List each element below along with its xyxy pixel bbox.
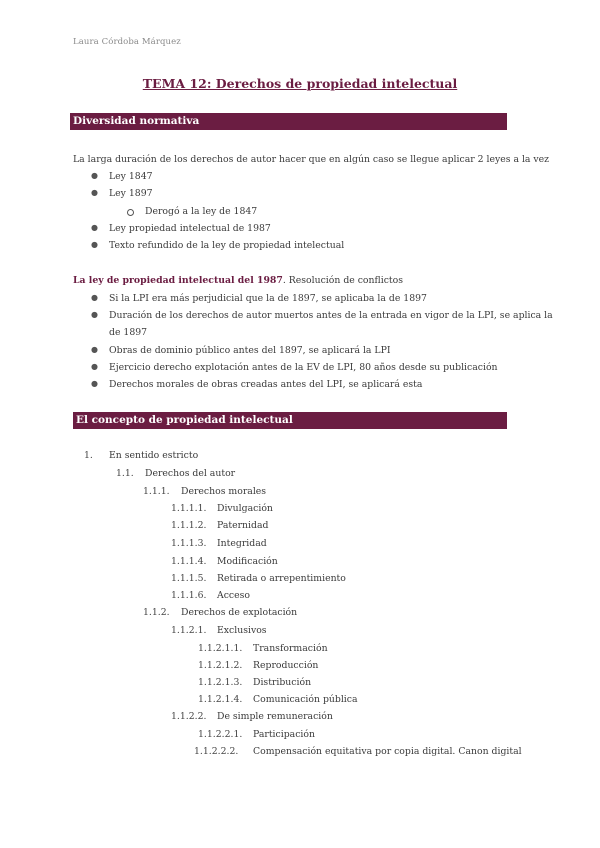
list-item: Ley propiedad intelectual de 1987	[109, 223, 271, 234]
outline-item: Derechos del autor	[145, 468, 236, 479]
outline-number: 1.1.1.3.	[171, 538, 207, 549]
bullet-icon: ●	[91, 171, 98, 180]
section-header-concepto: El concepto de propiedad intelectual	[73, 412, 507, 429]
outline-number: 1.1.1.4.	[171, 556, 207, 567]
list-item: Obras de dominio público antes del 1897, se aplicará la LPI	[109, 345, 391, 356]
ley-1987-rest: . Resolución de conflictos	[282, 275, 404, 286]
list-item: Ejercicio derecho explotación antes de la EV de LPI, 80 años desde su publicación	[109, 362, 498, 373]
bullet-icon: ●	[91, 293, 98, 302]
outline-item: Comunicación pública	[253, 694, 358, 705]
outline-number: 1.1.1.6.	[171, 590, 207, 601]
list-item: Duración de los derechos de autor muertos antes de la entrada en vigor de la LPI, se aplica la	[109, 310, 553, 321]
list-item: Ley 1897	[109, 188, 153, 199]
outline-item: De simple remuneración	[217, 711, 333, 722]
outline-number: 1.1.2.2.	[171, 711, 207, 722]
bullet-icon: ●	[91, 310, 98, 319]
outline-number: 1.1.2.1.	[171, 625, 207, 636]
outline-item: Paternidad	[217, 520, 269, 531]
outline-item: Compensación equitativa por copia digital. Canon digital	[253, 746, 522, 757]
outline-item: Derechos morales	[181, 486, 267, 497]
list-item: Derogó a la ley de 1847	[145, 206, 258, 217]
intro-text: La larga duración de los derechos de autor hacer que en algún caso se llegue aplicar 2 leyes a la vez	[73, 154, 550, 165]
outline-number: 1.1.1.1.	[171, 503, 207, 514]
author-name: Laura Córdoba Márquez	[73, 37, 181, 47]
bullet-icon: ●	[91, 379, 98, 388]
list-item: Texto refundido de la ley de propiedad intelectual	[109, 240, 345, 251]
outline-number: 1.1.	[116, 468, 134, 479]
outline-item: Acceso	[217, 590, 250, 601]
ley-1987-heading	[73, 275, 403, 286]
bullet-icon: ●	[91, 362, 98, 371]
ley-1987-lead: La ley de propiedad intelectual del 1987	[73, 275, 283, 286]
bullet-icon: ●	[91, 223, 98, 232]
outline-item: Reproducción	[253, 660, 319, 671]
outline-item: Transformación	[253, 643, 328, 654]
bullet-icon: ●	[91, 188, 98, 197]
circle-bullet-icon	[127, 209, 134, 216]
list-item-continuation: de 1897	[109, 327, 148, 338]
outline-number: 1.1.1.5.	[171, 573, 207, 584]
outline-item: Derechos de explotación	[181, 607, 298, 618]
bullet-icon: ●	[91, 240, 98, 249]
list-item: Derechos morales de obras creadas antes del LPI, se aplicará esta	[109, 379, 423, 390]
outline-item: Integridad	[217, 538, 267, 549]
outline-item: Modificación	[217, 556, 278, 567]
outline-item: Retirada o arrepentimiento	[217, 573, 346, 584]
outline-number: 1.1.2.1.4.	[198, 694, 243, 705]
outline-number: 1.1.2.2.1.	[198, 729, 243, 740]
page-title: TEMA 12: Derechos de propiedad intelectual	[142, 76, 458, 91]
outline-number: 1.1.2.1.3.	[198, 677, 243, 688]
bullet-icon: ●	[91, 345, 98, 354]
outline-item: Exclusivos	[217, 625, 267, 636]
outline-item: Participación	[253, 729, 315, 740]
outline-item: Distribución	[253, 677, 312, 688]
outline-number: 1.1.2.1.2.	[198, 660, 243, 671]
outline-number: 1.1.1.2.	[171, 520, 207, 531]
outline-item: Divulgación	[217, 503, 273, 514]
outline-number: 1.1.2.2.2.	[194, 746, 239, 757]
list-item: Ley 1847	[109, 171, 153, 182]
outline-number: 1.1.1.	[143, 486, 170, 497]
outline-number: 1.1.2.	[143, 607, 170, 618]
outline-number: 1.	[84, 450, 93, 461]
section-header-diversidad: Diversidad normativa	[70, 113, 507, 130]
outline-item: En sentido estricto	[109, 450, 199, 461]
outline-number: 1.1.2.1.1.	[198, 643, 243, 654]
list-item: Si la LPI era más perjudicial que la de 1897, se aplicaba la de 1897	[109, 293, 427, 304]
